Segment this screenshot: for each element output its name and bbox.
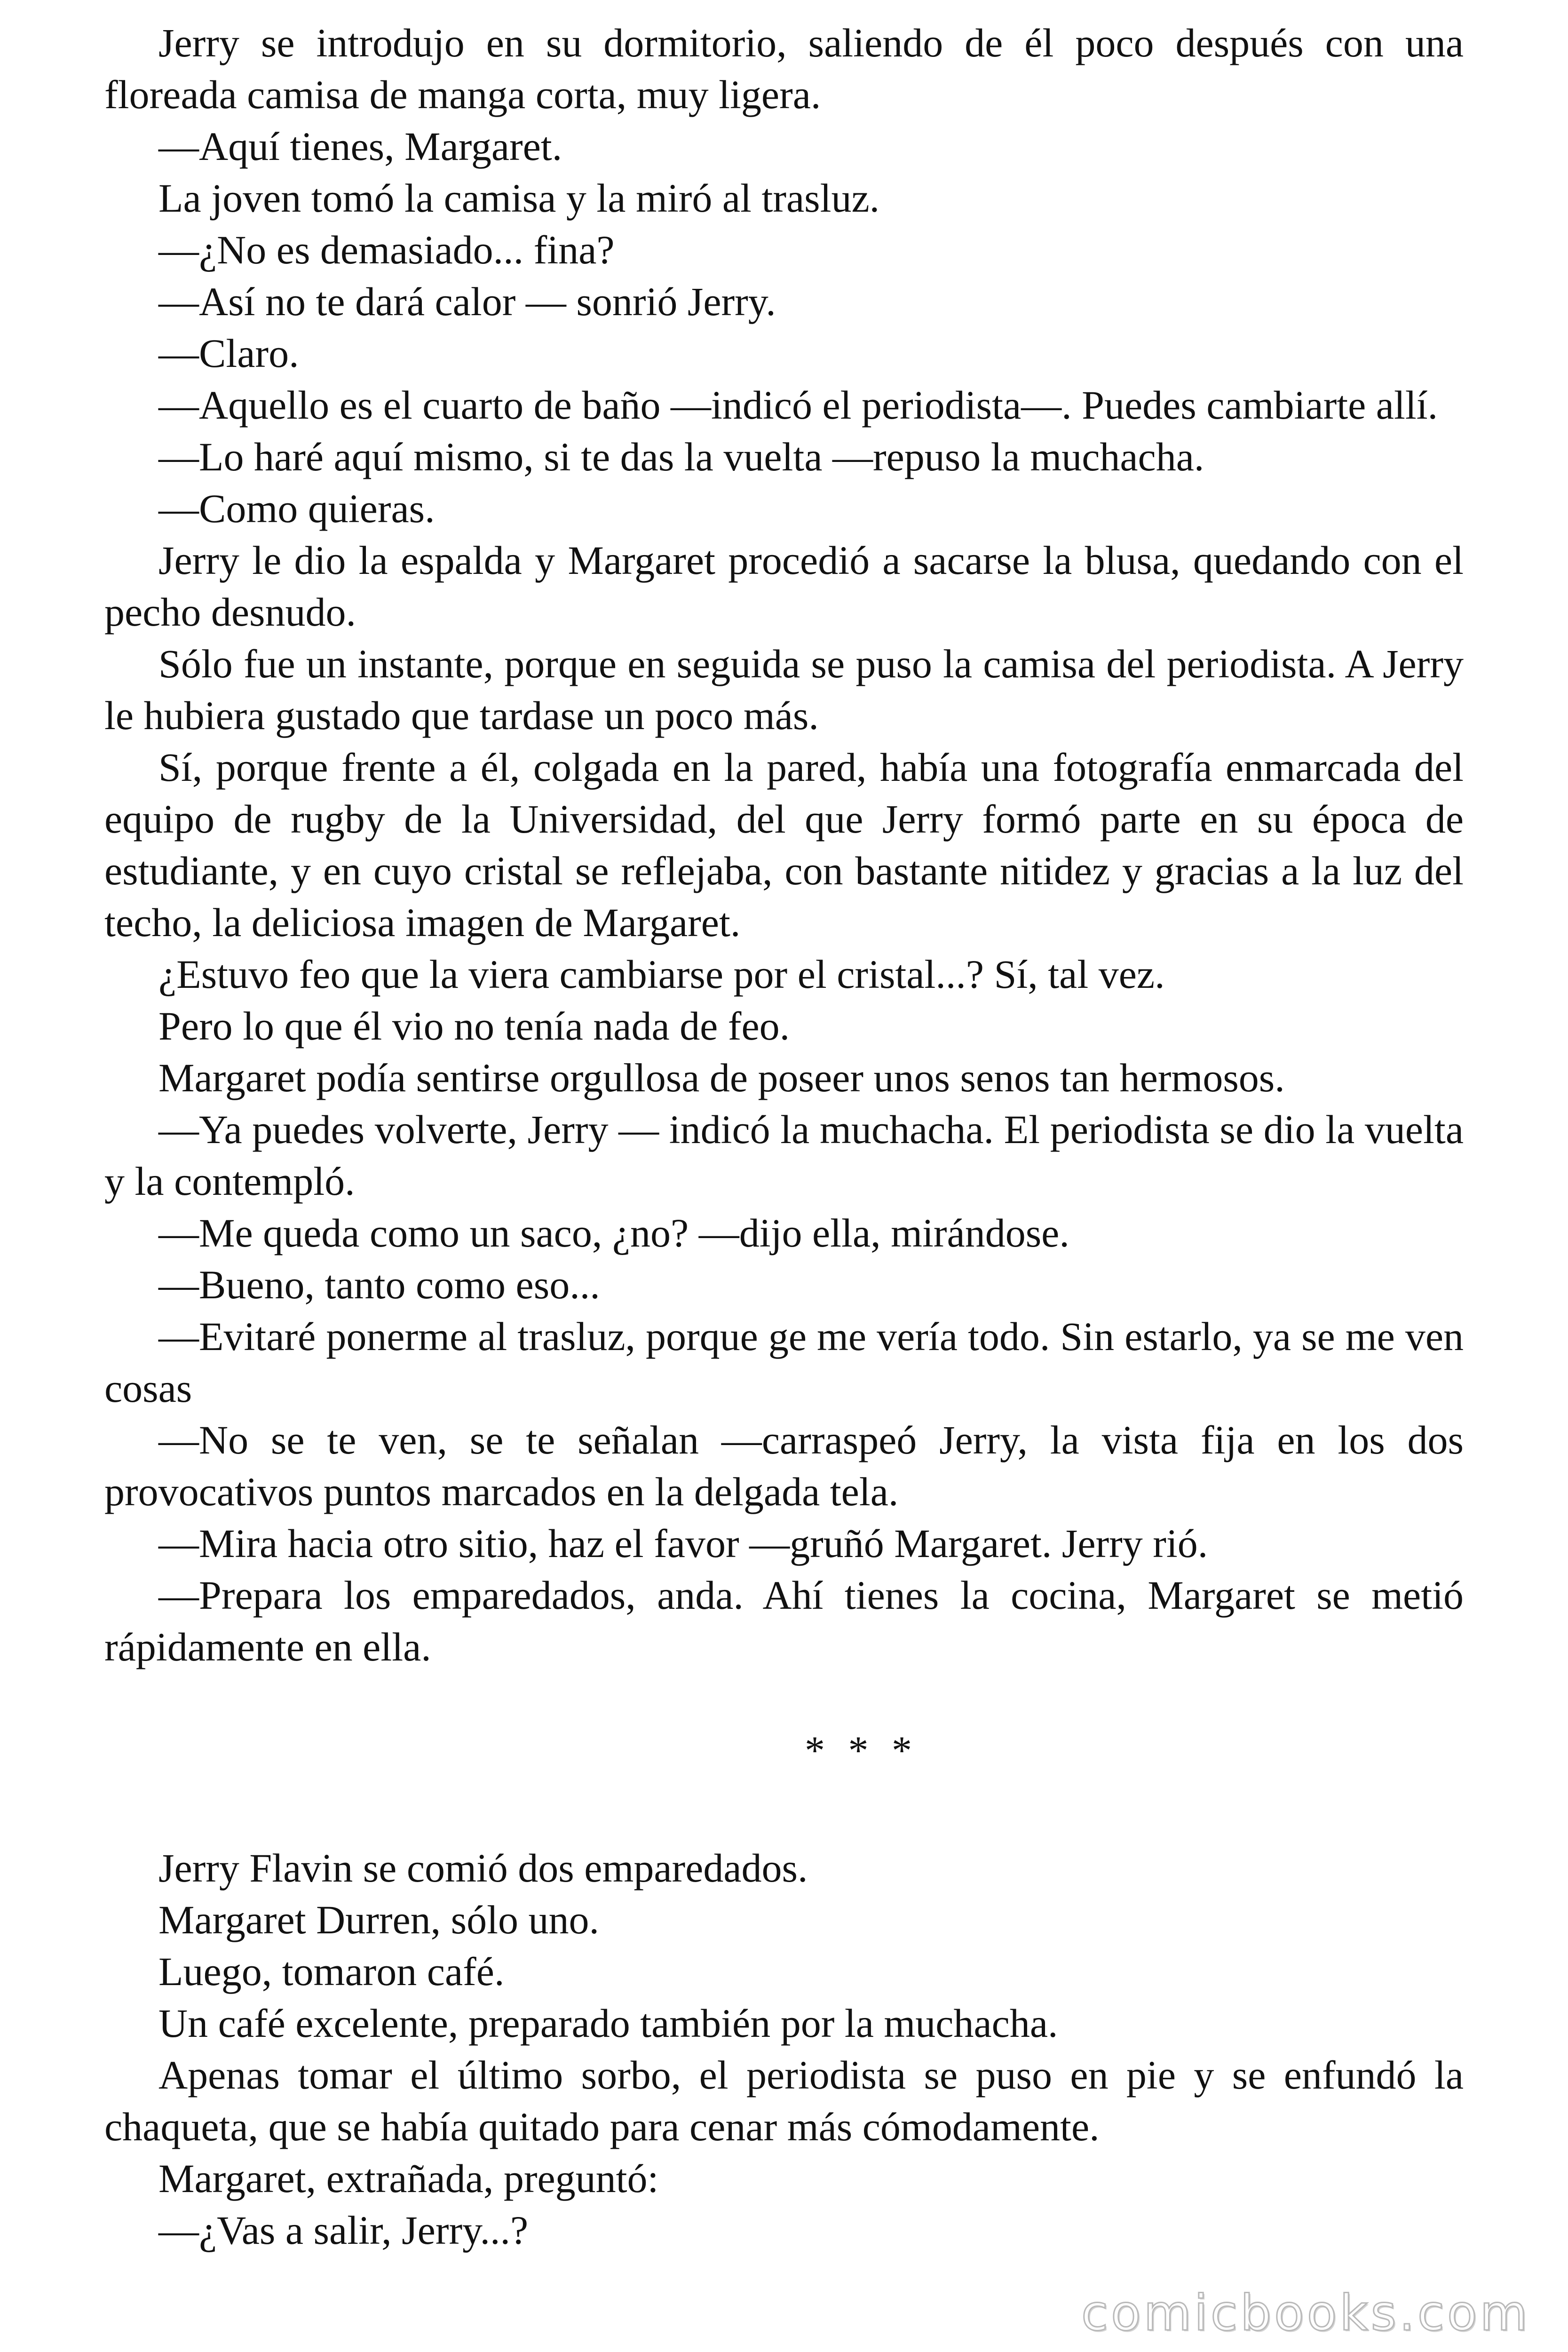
- paragraph: Jerry Flavin se comió dos emparedados.: [158, 1845, 808, 1891]
- body-text: [104, 17, 1464, 2256]
- paragraph: Margaret podía sentirse orgullosa de poseer unos senos tan hermosos.: [158, 1055, 1285, 1100]
- paragraph: —¿Vas a salir, Jerry...?: [158, 2208, 529, 2253]
- watermark: comicbooks.com: [1081, 2284, 1530, 2342]
- paragraph: ¿Estuvo feo que la viera cambiarse por el cristal...? Sí, tal vez.: [158, 952, 1165, 997]
- paragraph: Luego, tomaron café.: [158, 1949, 505, 1994]
- paragraph: —¿No es demasiado... fina?: [158, 227, 615, 272]
- paragraph: —Mira hacia otro sitio, haz el favor —gruñó Margaret. Jerry rió.: [158, 1521, 1208, 1566]
- paragraph: —Bueno, tanto como eso...: [158, 1262, 600, 1307]
- paragraph: Jerry se introdujo en su dormitorio, saliendo de él poco después con una floreada camisa de manga corta, muy ligera.: [104, 20, 1464, 117]
- paragraph: —Aquello es el cuarto de baño —indicó el periodista—. Puedes cambiarte allí.: [158, 382, 1438, 428]
- paragraph: Apenas tomar el último sorbo, el periodista se puso en pie y se enfundó la chaqueta, que se había quitado para cenar más cómodamente.: [104, 2052, 1464, 2149]
- paragraph: Sí, porque frente a él, colgada en la pared, había una fotografía enmarcada del equipo de rugby de la Universidad, del que Jerry formó parte en su época de estudiante, y en cuyo cristal se reflejaba, con bastante nitidez y gracias a la luz del techo, la deliciosa imagen de Margaret.: [104, 745, 1464, 945]
- paragraph: La joven tomó la camisa y la miró al trasluz.: [158, 175, 880, 221]
- paragraph: —Así no te dará calor — sonrió Jerry.: [158, 279, 776, 324]
- scene-break: * * *: [805, 1728, 919, 1773]
- paragraph: —No se te ven, se te señalan —carraspeó Jerry, la vista fija en los dos provocativos puntos marcados en la delgada tela.: [104, 1417, 1464, 1514]
- paragraph: —Evitaré ponerme al trasluz, porque ge me vería todo. Sin estarlo, ya se me ven cosas: [104, 1314, 1464, 1411]
- paragraph: Sólo fue un instante, porque en seguida se puso la camisa del periodista. A Jerry le hubiera gustado que tardase un poco más.: [104, 641, 1464, 738]
- paragraph: Margaret, extrañada, preguntó:: [158, 2156, 659, 2201]
- paragraph: —Me queda como un saco, ¿no? —dijo ella, mirándose.: [158, 1210, 1069, 1255]
- paragraph: Pero lo que él vio no tenía nada de feo.: [158, 1003, 790, 1049]
- paragraph: —Como quieras.: [158, 486, 435, 531]
- paragraph: —Prepara los emparedados, anda. Ahí tienes la cocina, Margaret se metió rápidamente en ella.: [104, 1573, 1464, 1669]
- paragraph: Margaret Durren, sólo uno.: [158, 1897, 600, 1942]
- paragraph: —Ya puedes volverte, Jerry — indicó la muchacha. El periodista se dio la vuelta y la contempló.: [104, 1107, 1464, 1204]
- paragraph: —Lo haré aquí mismo, si te das la vuelta —repuso la muchacha.: [158, 434, 1204, 479]
- paragraph: —Aquí tienes, Margaret.: [158, 124, 562, 169]
- paragraph: Un café excelente, preparado también por la muchacha.: [158, 2001, 1058, 2046]
- paragraph: Jerry le dio la espalda y Margaret procedió a sacarse la blusa, quedando con el pecho desnudo.: [104, 538, 1464, 635]
- paragraph: —Claro.: [158, 331, 299, 376]
